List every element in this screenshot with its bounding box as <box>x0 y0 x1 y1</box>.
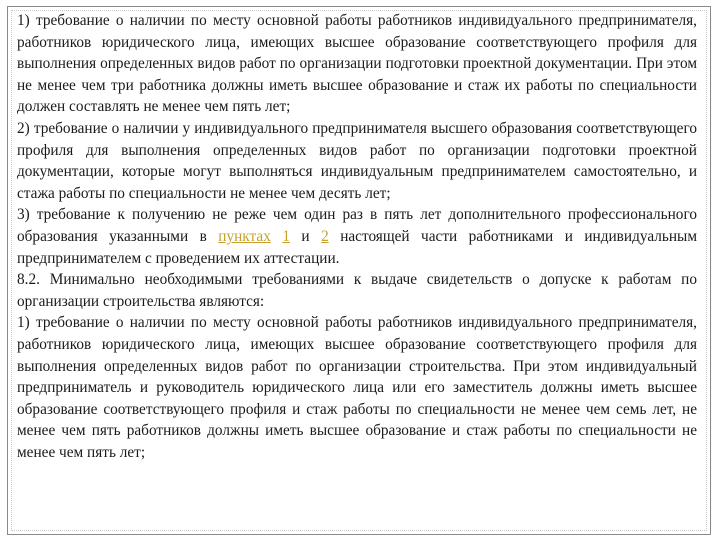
paragraph-3-sep <box>271 228 282 245</box>
paragraph-3 <box>17 204 697 269</box>
link-punkty[interactable]: пунктах <box>218 227 271 245</box>
paragraph-3-text-after: настоящей части работниками и индивидуальным предпринимателем с проведением их аттестации. <box>17 227 697 267</box>
document-body <box>17 10 697 463</box>
link-punkt-1[interactable]: 1 <box>282 227 290 245</box>
link-punkt-2[interactable]: 2 <box>321 227 329 245</box>
paragraph-1: 1) требование о наличии по месту основной работы работников индивидуального предпринимателя, работников юридического лица, имеющих высшее образование соответствующего профиля для выполнения определенных видов работ по организации подготовки проектной документации. При этом не менее чем три работника должны иметь высшее образование и стаж их работы по специальности должен составлять не менее чем пять лет; <box>17 12 697 116</box>
paragraph-2: 2) требование о наличии у индивидуального предпринимателя высшего образования соответствующего профиля для выполнения определенных видов работ по организации подготовки проектной документации, которые могут выполняться индивидуальным предпринимателем самостоятельно, и стажа работы по специальности не менее чем десять лет; <box>17 119 697 202</box>
paragraph-3-and: и <box>289 227 322 245</box>
paragraph-4: 8.2. Минимально необходимыми требованиями к выдаче свидетельств о допуске к работам по организации строительства являются: <box>17 271 697 310</box>
paragraph-5: 1) требование о наличии по месту основной работы работников индивидуального предпринимателя, работников юридического лица, имеющих высшее образование соответствующего профиля для выполнения определенных видов работ по организации строительства. При этом индивидуальный предприниматель и руководитель юридического лица или его заместитель должны иметь высшее образование соответствующего профиля и стаж работы по специальности не менее чем семь лет, не менее чем пять работников должны иметь высшее образование и стаж работы по специальности не менее чем пять лет; <box>17 314 697 461</box>
paragraph-3-text-before: 3) требование к получению не реже чем один раз в пять лет дополнительного профессионального образования указанными в <box>17 206 697 245</box>
